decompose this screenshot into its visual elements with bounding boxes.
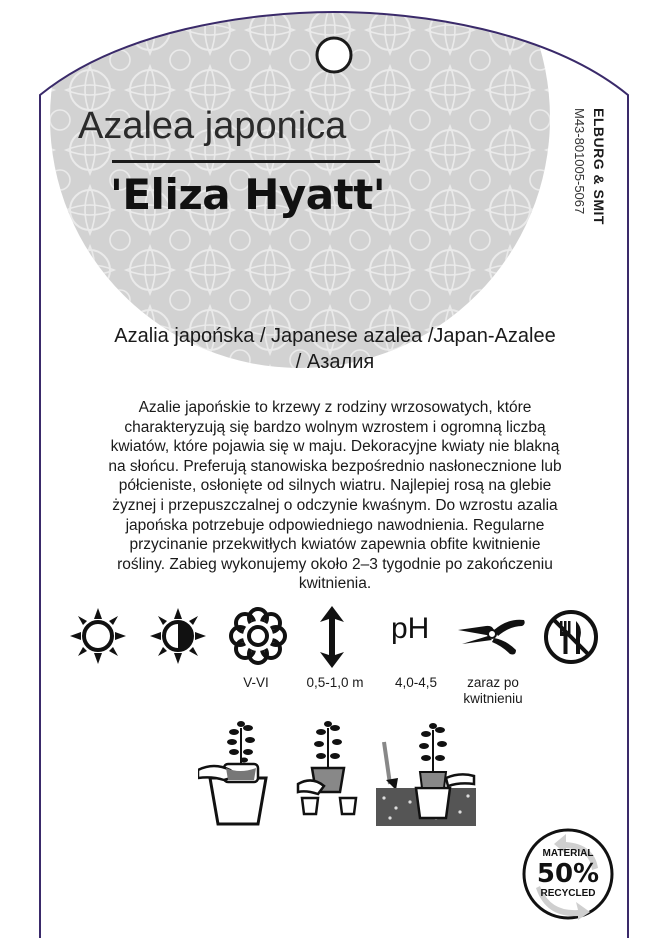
height-caption: 0,5-1,0 m <box>306 675 364 690</box>
sun-icon <box>68 606 128 666</box>
pruning-caption-line: zaraz po <box>467 675 519 690</box>
common-names-line: / Азалия <box>295 351 375 373</box>
description-line: żyznej i przepuszczalnej o odczynie kwaśnym. Do wzrostu azalia <box>112 496 558 514</box>
title-divider <box>112 160 380 163</box>
recycled-badge-icon <box>520 826 616 922</box>
ph-caption: 4,0-4,5 <box>394 675 438 690</box>
description-line: przycinanie przekwitłych kwiatów zapewnia obfite kwitnienie <box>129 536 541 554</box>
flowering-caption: V-VI <box>243 675 269 690</box>
height-arrow-icon <box>318 606 346 668</box>
description-line: charakteryzują się bardzo wolnym wzrostem i ogromną liczbą <box>124 418 546 436</box>
planting-step-remove-icon <box>288 718 368 818</box>
flower-icon <box>228 606 288 666</box>
common-names-line: Azalia japońska / Japanese azalea /Japan-Azalee <box>114 325 556 347</box>
description-line: rośliny. Zabieg wykonujemy około 2–3 tygodnie po zakończeniu <box>117 555 553 573</box>
not-edible-icon <box>542 608 600 666</box>
description-line: japońska potrzebuje odpowiedniego nawodnienia. Regularne <box>125 516 545 534</box>
ph-label: pH <box>391 612 430 645</box>
description-line: na słońcu. Preferują stanowiska bezpośrednio nasłonecznione lub <box>108 457 562 475</box>
half-shade-icon <box>148 606 208 666</box>
description-line: kwiatów, które pojawia się w maju. Dekoracyjne kwiaty nie blakną <box>110 438 560 456</box>
hang-hole <box>317 38 351 72</box>
product-code: M43-801005-5067 <box>572 108 587 215</box>
pruning-caption <box>448 675 538 707</box>
cultivar-name: 'Eliza Hyatt' <box>110 170 386 219</box>
pruning-shears-icon <box>456 614 528 658</box>
recycled-badge-bottom: RECYCLED <box>540 888 596 899</box>
common-names <box>60 323 610 375</box>
latin-name: Azalea japonica <box>78 105 347 147</box>
description-line: półcieniste, osłonięte od silnych wiatru. Najlepiej rosą na glebie <box>118 477 552 495</box>
planting-step-pot-icon <box>198 718 278 826</box>
recycled-badge-top: MATERIAL <box>542 848 594 859</box>
description <box>70 398 600 594</box>
brand-name: ELBURG & SMIT <box>591 108 607 225</box>
description-line: kwitnienia. <box>298 575 372 593</box>
planting-step-soil-icon <box>376 718 476 826</box>
pruning-caption-line: kwitnieniu <box>463 691 523 706</box>
recycled-badge-percent: 50% <box>536 859 600 889</box>
description-line: Azalie japońskie to krzewy z rodziny wrzosowatych, które <box>138 399 532 416</box>
